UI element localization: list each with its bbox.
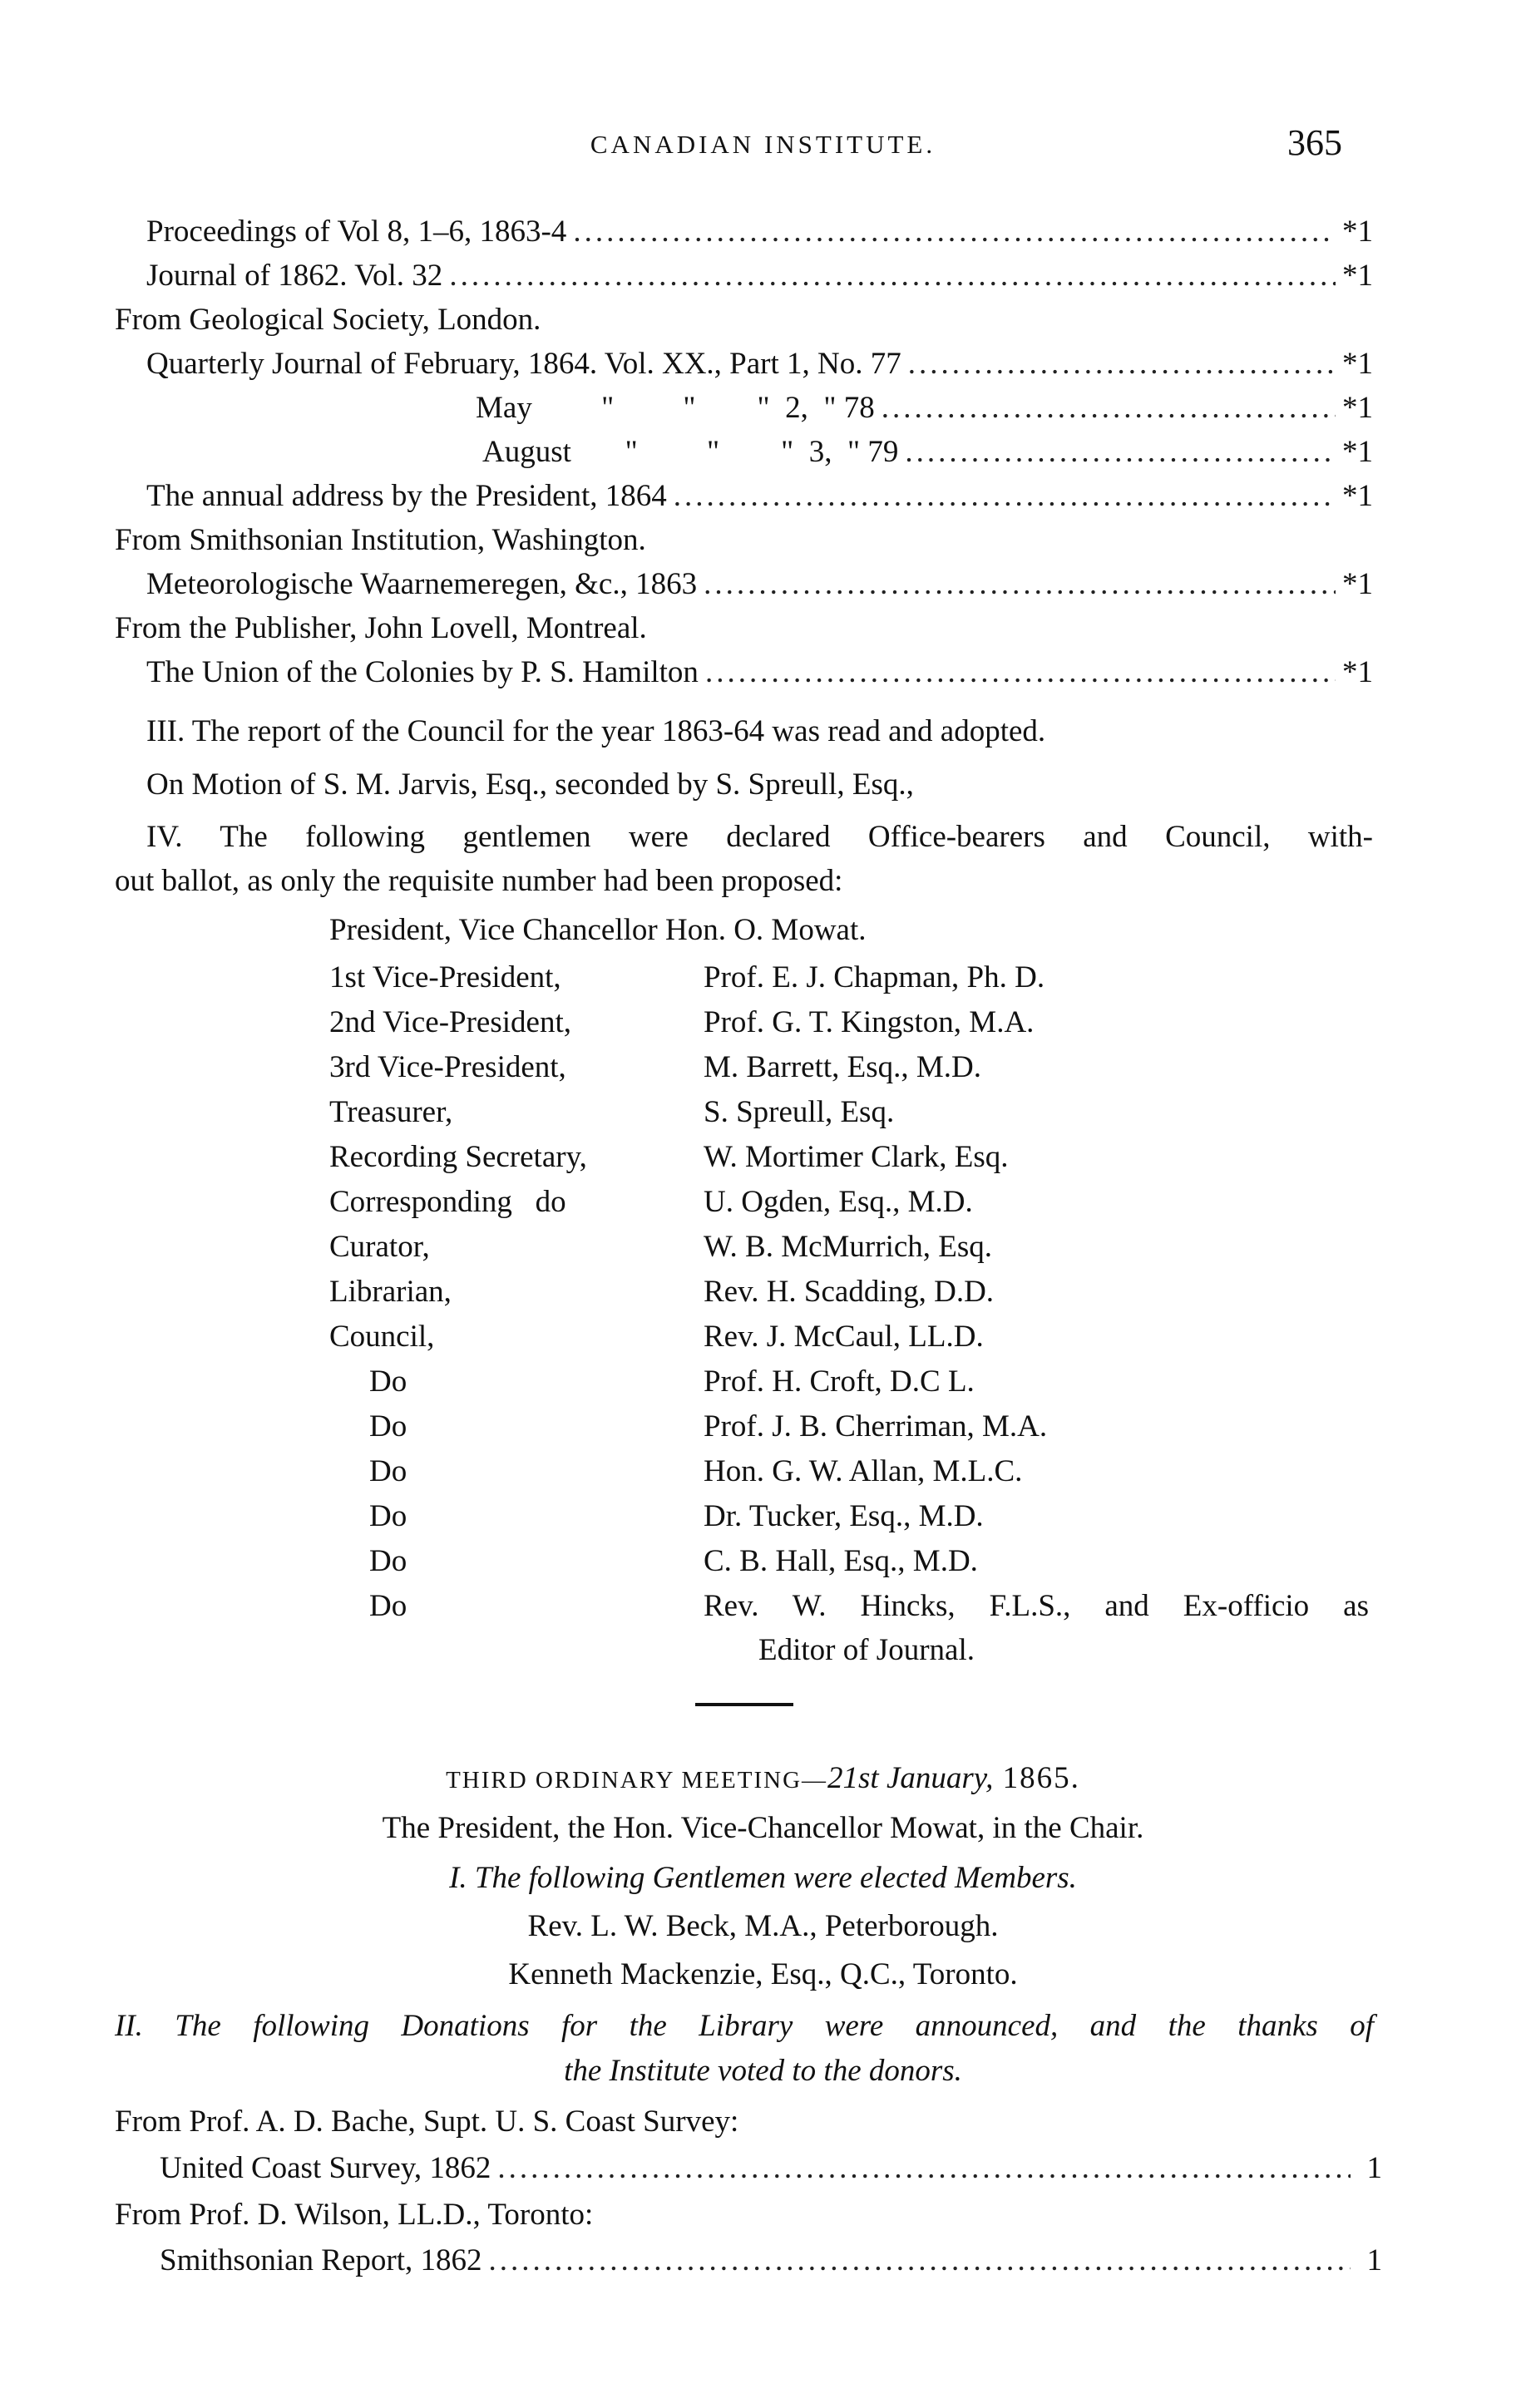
officer-row [329, 1187, 973, 1217]
running-header: CANADIAN INSTITUTE. [590, 130, 936, 159]
officer-holder: Prof. G. T. Kingston, M.A. [704, 1005, 1035, 1039]
officer-holder: Hon. G. W. Allan, M.L.C. [704, 1454, 1023, 1488]
officer-role: Treasurer, [329, 1095, 453, 1129]
minutes-item-4-line2: out ballot, as only the requisite number had been proposed: [115, 864, 843, 898]
entry-text: Quarterly Journal of February, 1864. Vol. XX., Part 1, No. 77 [146, 347, 901, 381]
officer-role: Do [369, 1409, 407, 1443]
meeting-item-2-text-cont: the Institute voted to the donors. [564, 2054, 962, 2088]
officer-row [329, 1501, 984, 1532]
officer-role: Recording Secretary, [329, 1140, 587, 1174]
donor-heading: From Prof. D. Wilson, LL.D., Toronto: [115, 2198, 594, 2232]
meeting-heading-year: 1865. [993, 1761, 1080, 1795]
dot-leader [882, 392, 1336, 423]
officer-row [329, 1231, 992, 1262]
entry-value: *1 [1342, 567, 1373, 601]
donation-entry [146, 216, 1373, 247]
donation-entry [146, 481, 1373, 511]
officer-holder: Dr. Tucker, Esq., M.D. [704, 1499, 984, 1533]
officer-role: Curator, [329, 1230, 430, 1264]
section-divider [695, 1703, 793, 1706]
officer-row [329, 1097, 894, 1128]
dot-leader [449, 260, 1336, 291]
president-text: President, Vice Chancellor Hon. O. Mowat. [329, 913, 867, 947]
dot-leader [573, 216, 1336, 247]
officer-row [329, 1546, 978, 1577]
dot-leader [908, 348, 1336, 379]
officer-role: Do [369, 1544, 407, 1578]
officer-holder: W. B. McMurrich, Esq. [704, 1230, 993, 1264]
officer-holder: S. Spreull, Esq. [704, 1095, 895, 1129]
officer-row [329, 1456, 1022, 1487]
new-member: Rev. L. W. Beck, M.A., Peterborough. [527, 1909, 999, 1943]
officer-role: 2nd Vice-President, [329, 1005, 571, 1039]
meeting-heading-date: 21st January, [827, 1761, 994, 1795]
entry-text: Journal of 1862. Vol. 32 [146, 259, 443, 293]
entry-value: *1 [1342, 655, 1373, 689]
donation-entry [146, 348, 1373, 379]
officer-row [329, 1591, 1369, 1621]
officer-holder: U. Ogden, Esq., M.D. [704, 1185, 973, 1219]
donation-entry [146, 260, 1373, 291]
dot-leader [905, 437, 1336, 467]
officer-holder: Prof. J. B. Cherriman, M.A. [704, 1409, 1048, 1443]
minutes-item-4-line1: IV. The following gentlemen were declared Office-bearers and Council, with- [146, 820, 1373, 854]
page-number: 365 [1287, 122, 1342, 163]
meeting-item-1 [0, 1863, 1526, 1893]
donation-entry [146, 657, 1373, 688]
donor-heading: From the Publisher, John Lovell, Montreal. [115, 611, 647, 645]
officer-role: 3rd Vice-President, [329, 1050, 566, 1084]
meeting-item-2-text: II. The following Donations for the Library were announced, and the thanks of [115, 2009, 1374, 2043]
entry-value: *1 [1342, 479, 1373, 513]
donor-heading: From Prof. A. D. Bache, Supt. U. S. Coast Survey: [115, 2105, 739, 2139]
officer-row [329, 1411, 1047, 1442]
meeting-item-2-line2 [0, 2055, 1526, 2086]
chair-line: The President, the Hon. Vice-Chancellor Mowat, in the Chair. [382, 1811, 1144, 1845]
dot-leader [704, 569, 1336, 600]
officer-holder: C. B. Hall, Esq., M.D. [704, 1544, 978, 1578]
officer-role: 1st Vice-President, [329, 960, 561, 994]
officer-row [329, 1366, 975, 1397]
officer-holder: Prof. H. Croft, D.C L. [704, 1364, 975, 1399]
meeting-item-1-text: I. The following Gentlemen were elected Members. [449, 1861, 1077, 1895]
dot-leader [497, 2153, 1351, 2183]
officer-holder: W. Mortimer Clark, Esq. [704, 1140, 1009, 1174]
officer-row [329, 1007, 1034, 1038]
entry-text: Smithsonian Report, 1862 [160, 2243, 482, 2277]
officer-role: Corresponding do [329, 1185, 566, 1219]
entry-value: *1 [1342, 215, 1373, 249]
entry-text: August " " " 3, " 79 [482, 435, 899, 469]
officer-holder: Rev. H. Scadding, D.D. [704, 1275, 995, 1309]
officer-role: Do [369, 1589, 407, 1623]
dot-leader [705, 657, 1336, 688]
entry-value: 1 [1366, 2243, 1382, 2277]
officer-role: Do [369, 1454, 407, 1488]
entry-text: Meteorologische Waarnemeregen, &c., 1863 [146, 567, 698, 601]
officer-role: Do [369, 1499, 407, 1533]
officer-holder: M. Barrett, Esq., M.D. [704, 1050, 981, 1084]
entry-value: *1 [1342, 259, 1373, 293]
officer-row [329, 1142, 1009, 1172]
president-line [329, 915, 867, 945]
officer-row [329, 1276, 994, 1307]
minutes-item-3: III. The report of the Council for the year 1863-64 was read and adopted. [146, 714, 1046, 748]
donation-entry [146, 569, 1373, 600]
entry-text: United Coast Survey, 1862 [160, 2151, 491, 2185]
entry-text: Proceedings of Vol 8, 1–6, 1863-4 [146, 215, 567, 249]
dot-leader [674, 481, 1336, 511]
dot-leader [488, 2245, 1351, 2276]
donation-entry [476, 392, 1373, 423]
entry-text: May " " " 2, " 78 [476, 391, 875, 425]
officer-role: Librarian, [329, 1275, 452, 1309]
donation-entry [482, 437, 1373, 467]
officer-continuation: Editor of Journal. [758, 1633, 975, 1667]
entry-value: *1 [1342, 435, 1373, 469]
officer-role: Council, [329, 1320, 435, 1354]
donation-entry [160, 2153, 1382, 2183]
meeting-heading [0, 1763, 1526, 1794]
officer-row [329, 962, 1044, 993]
officer-role: Do [369, 1364, 407, 1399]
officer-holder: Rev. J. McCaul, LL.D. [704, 1320, 984, 1354]
meeting-item-2-line1 [115, 2011, 1374, 2041]
motion-line: On Motion of S. M. Jarvis, Esq., seconded by S. Spreull, Esq., [146, 767, 914, 802]
entry-value: *1 [1342, 347, 1373, 381]
donation-entry [160, 2245, 1382, 2276]
entry-value: *1 [1342, 391, 1373, 425]
entry-text: The Union of the Colonies by P. S. Hamilton [146, 655, 699, 689]
entry-value: 1 [1366, 2151, 1382, 2185]
entry-text: The annual address by the President, 1864 [146, 479, 667, 513]
officer-row [329, 1321, 984, 1352]
donor-heading: From Geological Society, London. [115, 303, 541, 337]
donor-heading: From Smithsonian Institution, Washington. [115, 523, 646, 557]
meeting-heading-prefix: THIRD ORDINARY MEETING— [446, 1767, 828, 1794]
officer-holder: Rev. W. Hincks, F.L.S., and Ex-officio as [704, 1589, 1369, 1623]
new-member: Kenneth Mackenzie, Esq., Q.C., Toronto. [508, 1957, 1018, 1991]
officer-row [329, 1052, 981, 1083]
officer-holder: Prof. E. J. Chapman, Ph. D. [704, 960, 1045, 994]
